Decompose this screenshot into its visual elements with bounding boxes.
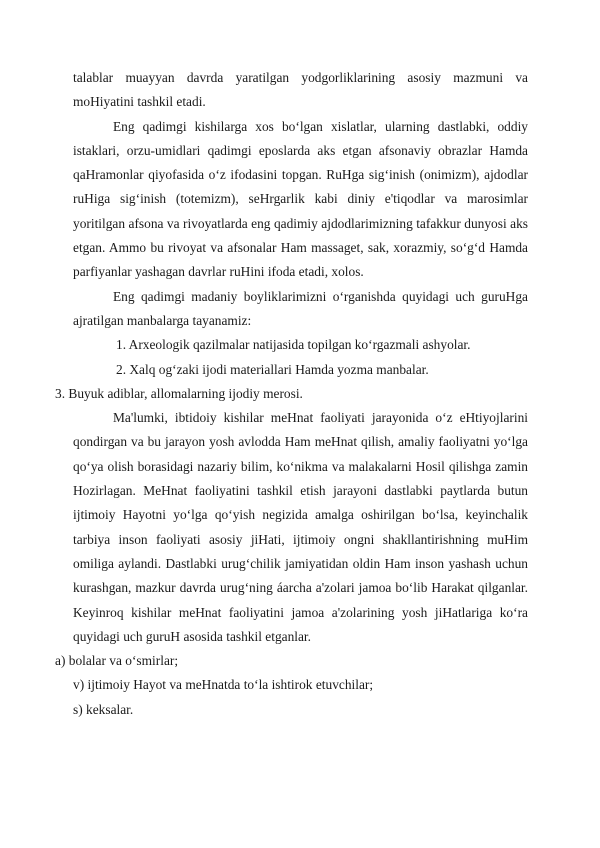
paragraph-ancient-people: Eng qadimgi kishilarga xos bo‘lgan xislatlar, ularning dastlabki, oddiy istaklari, orzu-umidlari qadimgi eposlarda aks etgan afsonaviy obrazlar Hamda qaHramonlar qiyofasida o‘z ifodasini topgan. RuHga sig‘inish (onimizm), ajdodlar ruHiga sig‘inish (totemizm), seHrgarlik kabi diniy e'tiqodlar va marosimlar yoritilgan afsona va rivoyatlarda eng qadimiy ajdodlarimizning tafakkur dunyosi aks etgan. Ammo bu rivoyat va afsonalar Ham massaget, sak, xorazmiy, so‘g‘d Hamda parfiyanlar yashagan davrlar ruHini ifoda etadi, xolos. <box>73 118 528 280</box>
section-heading-3: 3. Buyuk adiblar, allomalarning ijodiy merosi. <box>55 385 303 401</box>
source-item-2: 2. Xalq og‘zaki ijodi materiallari Hamda yozma manbalar. <box>116 361 429 377</box>
group-item-a: a) bolalar va o‘smirlar; <box>55 653 179 669</box>
group-item-s: s) keksalar. <box>73 701 134 717</box>
document-body <box>55 66 528 722</box>
source-item-1: 1. Arxeologik qazilmalar natijasida topilgan ko‘rgazmali ashyolar. <box>116 337 471 353</box>
group-item-v: v) ijtimoiy Hayot va meHnatda to‘la ishtirok etuvchilar; <box>73 677 374 693</box>
paragraph-sources-intro: Eng qadimgi madaniy boyliklarimizni o‘rganishda quyidagi uch guruHga ajratilgan manbalarga tayanamiz: <box>73 288 528 328</box>
paragraph-labor-activity: Ma'lumki, ibtidoiy kishilar meHnat faoliyati jarayonida o‘z eHtiyojlarini qondirgan va bu jarayon yosh avlodda Ham meHnat qilish, amaliy faoliyatni yo‘lga qo‘ya olish borasidagi nazariy bilim, ko‘nikma va malakalarni Hosil qilishga zamin Hozirlagan. MeHnat faoliyatini tashkil etish jarayoni dastlabki paytlarda butun ijtimoiy Hayotni yo‘lga qo‘yish negizida amalga oshirilgan bo‘lsa, keyinchalik tarbiya inson faoliyati asosiy jiHati, ijtimoiy ongni shakllantirishning muHim omiliga aylandi. Dastlabki urug‘chilik jamiyatidan oldin Ham inson yashash uchun kurashgan, mazkur davrda urug‘ning áarcha a'zolari jamoa bo‘lib Harakat qilganlar. Keyinroq kishilar meHnat faoliyatini jamoa a'zolarining yosh jiHatlariga ko‘ra quyidagi uch guruH asosida tashkil etganlar. <box>73 410 528 644</box>
paragraph-continuation: talablar muayyan davrda yaratilgan yodgorliklarining asosiy mazmuni va moHiyatini tashkil etadi. <box>73 70 528 110</box>
